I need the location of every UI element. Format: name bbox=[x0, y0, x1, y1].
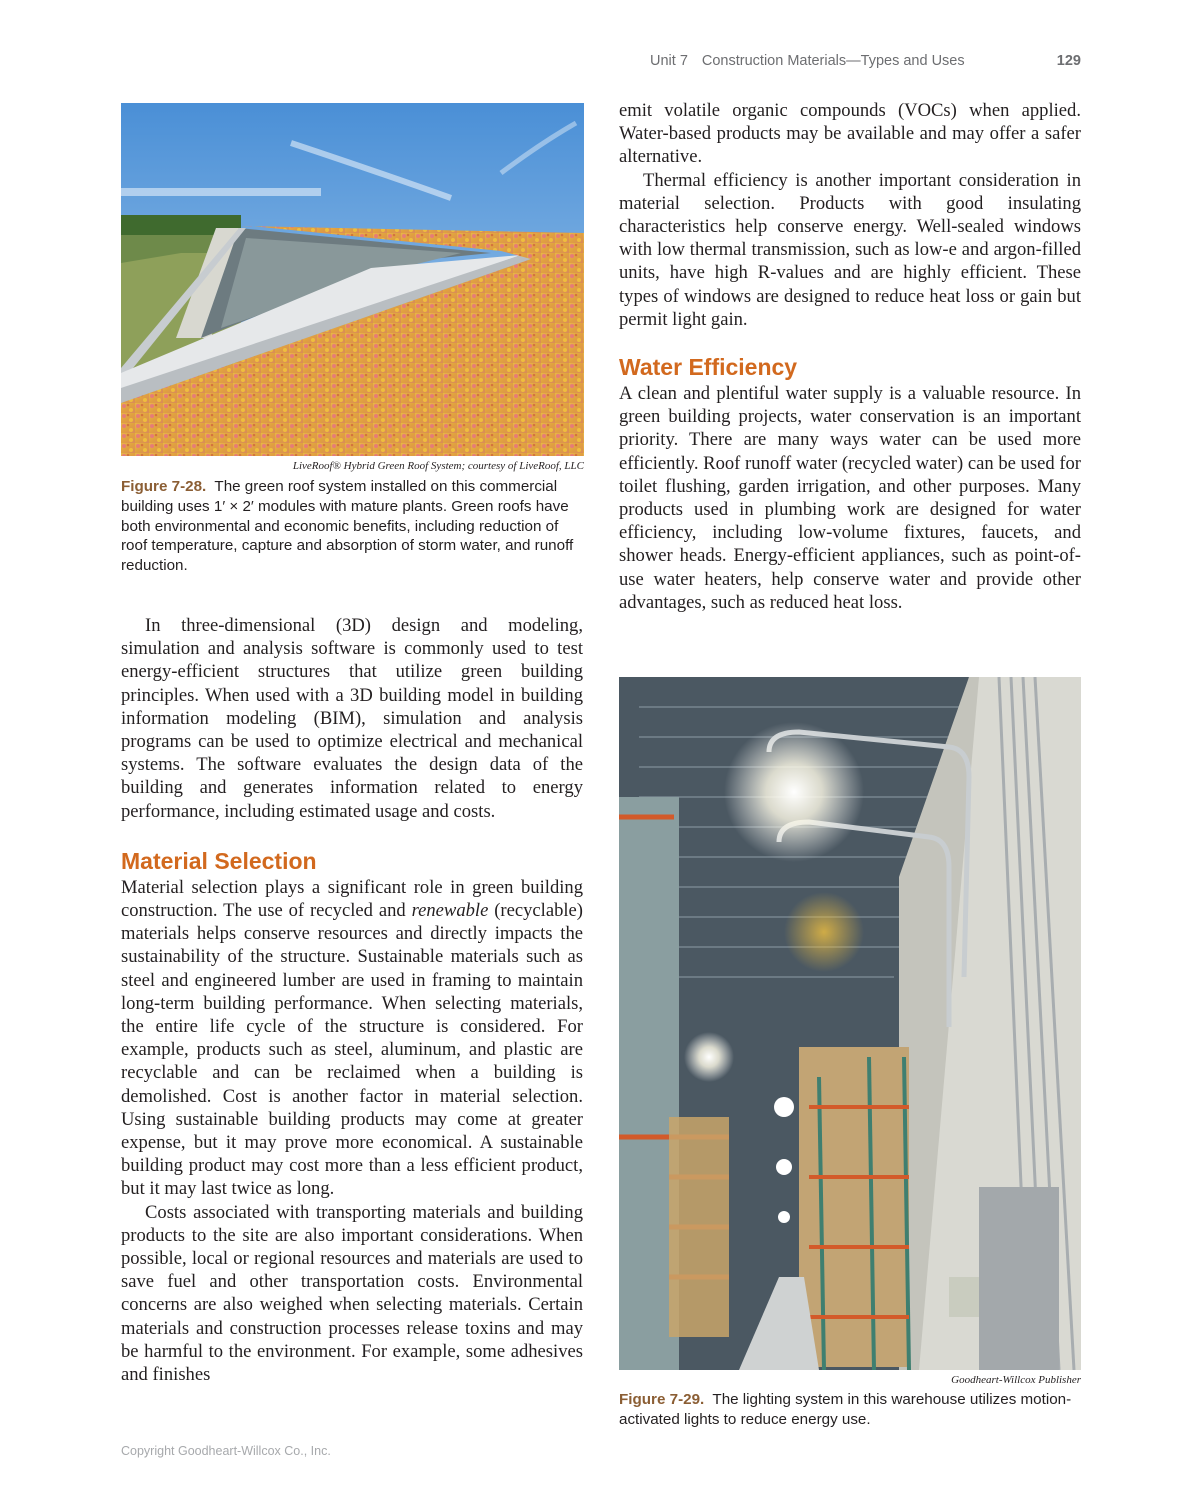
figure-7-28-caption bbox=[121, 477, 584, 576]
heading-water-efficiency: Water Efficiency bbox=[619, 354, 798, 381]
page-number: 129 bbox=[1056, 53, 1081, 69]
figure-7-29-label: Figure 7-29. bbox=[619, 1391, 705, 1408]
left-column bbox=[121, 614, 583, 1386]
unit-label: Unit 7 bbox=[650, 53, 688, 69]
figure-7-28-credit: LiveRoof® Hybrid Green Roof System; courtesy of LiveRoof, LLC bbox=[292, 460, 584, 472]
paragraph-text: (recyclable) materials helps conserve resources and directly impacts the sustainability of the structure. Sustainable materials such as steel and engineered lumber are used in framing to maintain long-term building performance. When selecting materials, the entire life cycle of the structure is considered. For example, products such as steel, aluminum, and plastic are recyclable and can be reclaimed when a building is demolished. Cost is another factor in material selection. Using sustainable building products may come at greater expense, but it may prove more economical. A sustainable building product may cost more than a less efficient product, but it may last twice as long. bbox=[121, 900, 583, 1200]
paragraph-material-selection-2: Costs associated with transporting materials and building products to the site are also important considerations. When possible, local or regional resources and materials are used to save fuel and other transportation costs. Environmental concerns are also weighed when selecting materials. Certain materials and construction processes release toxins and may be harmful to the environment. For example, some adhesives and finishes bbox=[121, 1201, 583, 1386]
chapter-title: Construction Materials—Types and Uses bbox=[701, 53, 965, 69]
running-head bbox=[650, 53, 1081, 69]
warehouse-photo bbox=[619, 677, 1081, 1370]
paragraph-thermal-efficiency: Thermal efficiency is another important consideration in material selection. Products with good insulating characteristics help conserve energy. Well-sealed windows with low thermal transmission, such as low-e and argon-filled units, have high R-values and are highly efficient. These types of windows are designed to reduce heat loss or gain but permit light gain. bbox=[619, 169, 1081, 330]
figure-7-28-label: Figure 7-28. bbox=[121, 478, 207, 495]
figure-7-29-caption bbox=[619, 1390, 1081, 1430]
figure-7-28-caption-text: The green roof system installed on this commercial building uses 1′ × 2′ modules with mature plants. Green roofs have both environmental and economic benefits, including reduction of roof temperature, capture and absorption of storm water, and runoff reduction. bbox=[121, 478, 574, 575]
paragraph-text: Material selection plays a significant role in green building construction. The use of recycled and bbox=[121, 876, 583, 922]
paragraph-vocs-continued: emit volatile organic compounds (VOCs) when applied. Water-based products may be available and may offer a safer alternative. bbox=[619, 100, 1081, 168]
paragraph-3d-design: In three-dimensional (3D) design and modeling, simulation and analysis software is commonly used to test energy-efficient structures that utilize green building principles. When used with a 3D building model in building information modeling (BIM), simulation and analysis programs can be used to optimize electrical and mechanical systems. The software evaluates the design data of the building and generates information related to energy performance, including estimated usage and costs. bbox=[121, 615, 583, 822]
paragraph-water-efficiency: A clean and plentiful water supply is a valuable resource. In green building projects, water conservation is an important priority. There are many ways water can be used more efficiently. Roof runoff water (recycled water) can be used for toilet flushing, garden irrigation, and other purposes. Many products used in plumbing work are designed for water efficiency, including low-volume fixtures, faucets, and shower heads. Energy-efficient appliances, such as point-of-use water heaters, help conserve water and provide other advantages, such as reduced heat loss. bbox=[619, 383, 1081, 613]
figure-7-29-credit: Goodheart-Willcox Publisher bbox=[951, 1374, 1081, 1386]
right-column bbox=[619, 99, 1081, 614]
figure-7-29-caption-text: The lighting system in this warehouse utilizes motion-activated lights to reduce energy use. bbox=[619, 1391, 1072, 1428]
figure-7-28-image bbox=[121, 103, 584, 456]
copyright-footer: Copyright Goodheart-Willcox Co., Inc. bbox=[121, 1444, 331, 1458]
figure-7-29-image bbox=[619, 677, 1081, 1370]
paragraph-material-selection-1 bbox=[121, 876, 583, 1201]
heading-material-selection: Material Selection bbox=[121, 847, 317, 874]
green-roof-photo bbox=[121, 103, 584, 456]
term-renewable: renewable bbox=[411, 900, 489, 922]
